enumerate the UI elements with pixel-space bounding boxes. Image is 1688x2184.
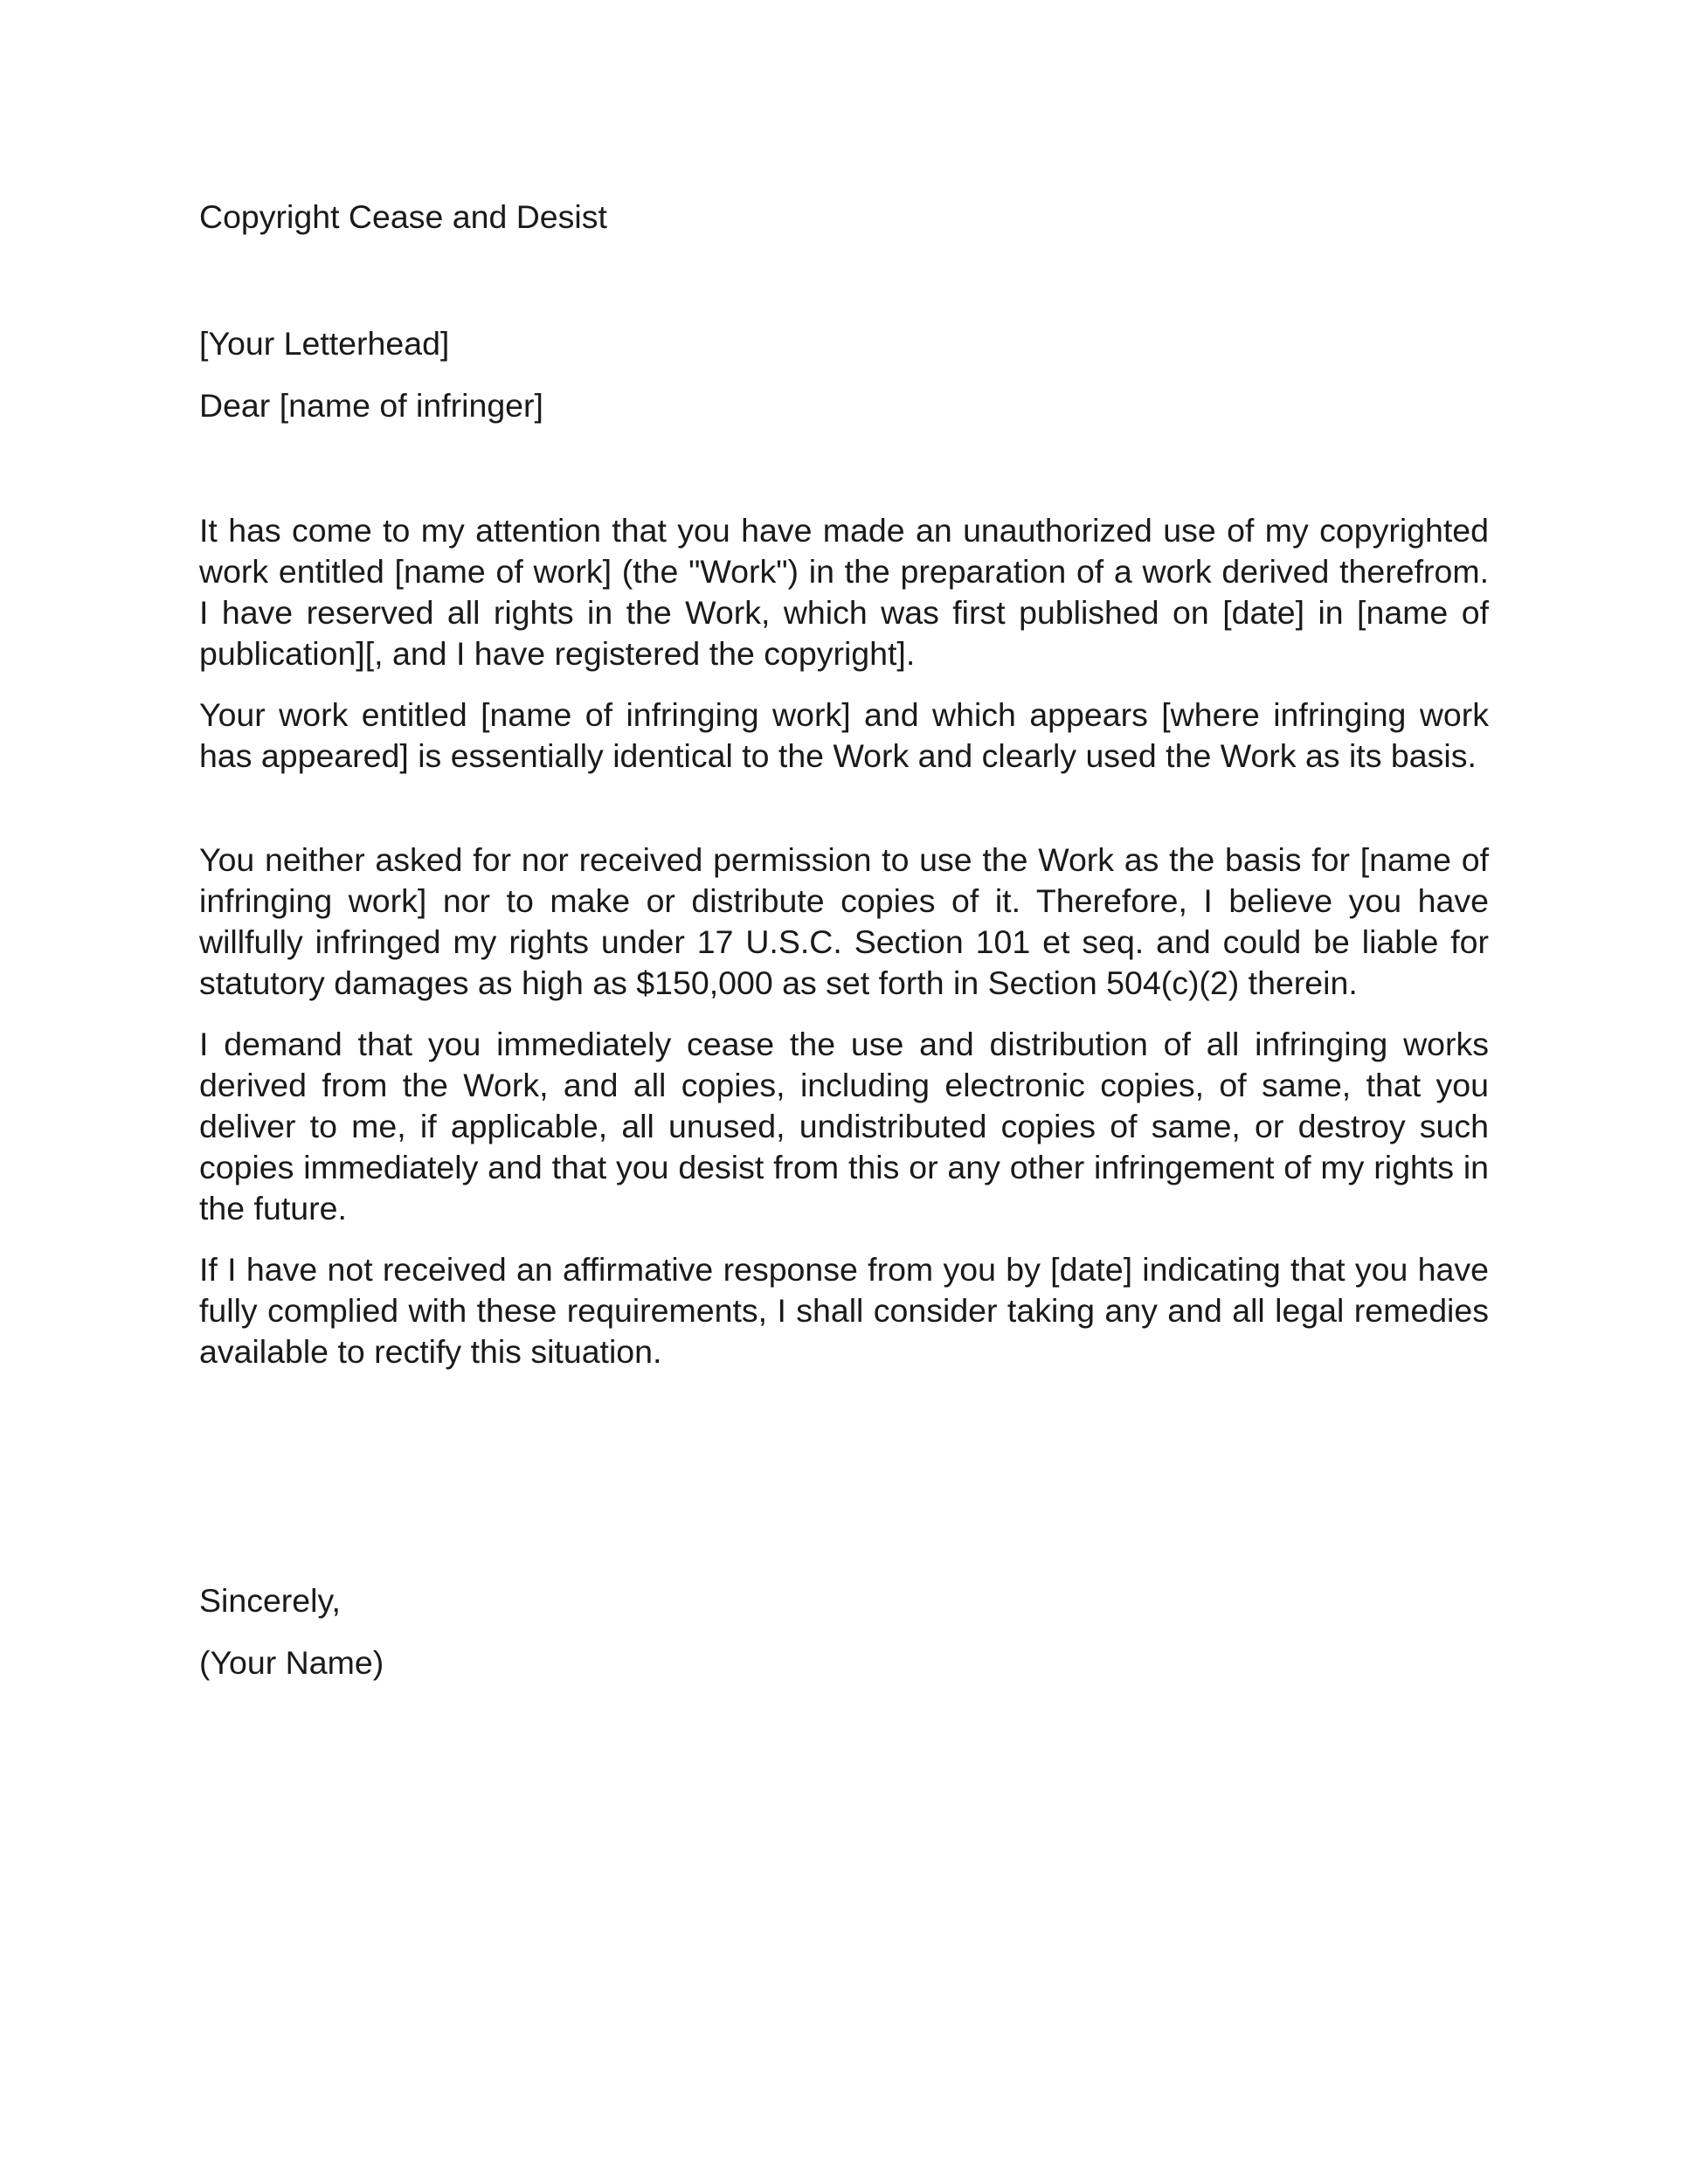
- salutation: Dear [name of infringer]: [199, 387, 543, 424]
- letterhead-placeholder: [Your Letterhead]: [199, 325, 450, 362]
- paragraph-5: If I have not received an affirmative response from you by [date] indicating that you have fully complied with these requirements, I shall consider taking any and all legal remedies available to rectify this situation.: [199, 1251, 1489, 1370]
- paragraph-4: I demand that you immediately cease the use and distribution of all infringing works derived from the Work, and all copies, including electronic copies, of same, that you deliver to me, if applicable, all unused, undistributed copies of same, or destroy such copies immediately and that you desist from this or any other infringement of my rights in the future.: [199, 1026, 1489, 1227]
- paragraph-2: Your work entitled [name of infringing work] and which appears [where infringing work has appeared] is essentially identical to the Work and clearly used the Work as its basis.: [199, 696, 1489, 774]
- paragraph-3: You neither asked for nor received permission to use the Work as the basis for [name of infringing work] nor to make or distribute copies of it. Therefore, I believe you have willfully infringed my rights under 17 U.S.C. Section 101 et seq. and could be liable for statutory damages as high as $150,000 as set forth in Section 504(c)(2) therein.: [199, 841, 1489, 1001]
- signature-name: (Your Name): [199, 1644, 384, 1681]
- paragraph-1: It has come to my attention that you have made an unauthorized use of my copyrighted work entitled [name of work] (the "Work") in the preparation of a work derived therefrom. I have reserved all rights in the Work, which was first published on [date] in [name of publication][, and I have registered the copyright].: [199, 512, 1489, 672]
- closing: Sincerely,: [199, 1582, 341, 1619]
- document-title: Copyright Cease and Desist: [199, 198, 607, 235]
